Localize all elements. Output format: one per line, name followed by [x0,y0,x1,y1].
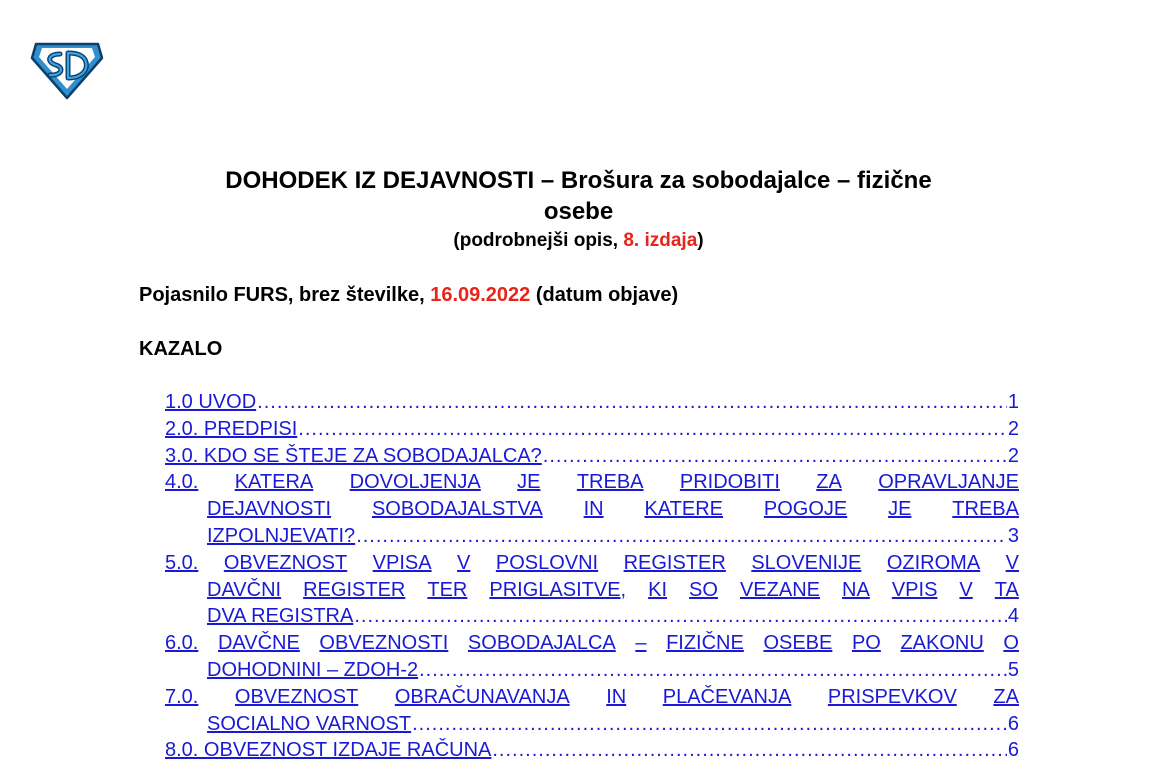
toc-word[interactable]: NA [842,578,870,601]
toc-word[interactable]: TA [994,578,1019,601]
toc-entry-2[interactable] [165,416,1019,443]
toc-word[interactable]: IN [606,685,627,708]
toc-entry-3[interactable] [165,443,1019,470]
toc-word[interactable]: ZAKONU [900,632,984,655]
toc-word[interactable]: VPISA [372,551,432,574]
toc-entry-7-page: 6 [1007,712,1019,735]
toc-entry-6-page: 5 [1007,658,1019,681]
toc-word[interactable]: VPIS [891,578,938,601]
toc-word[interactable]: 5.0. [165,551,199,574]
toc-leader-dots [257,389,1007,416]
toc-entry-8-page: 6 [1007,739,1019,762]
toc-word[interactable]: OBVEZNOSTI [319,632,449,655]
toc-word[interactable]: OBRAČUNAVANJA [394,685,570,708]
toc-entry-5-line-1[interactable] [165,550,1019,577]
toc-entry-8[interactable] [165,737,1019,764]
toc-word[interactable]: TREBA [576,471,644,494]
toc-word[interactable]: PLAČEVANJA [662,685,792,708]
title-line-1: DOHODEK IZ DEJAVNOSTI – Brošura za sobodajalce – fizične [225,167,932,194]
toc-word[interactable]: FIZIČNE [666,632,744,655]
toc-heading: KAZALO [139,338,223,360]
toc-entry-7-link[interactable]: SOCIALNO VARNOST [207,712,412,735]
toc-word[interactable]: ZA [993,685,1019,708]
toc-entry-4[interactable] [165,469,1019,549]
publication-date: 16.09.2022 [430,284,531,306]
toc-word[interactable]: JE [888,498,912,521]
toc-leader-dots [354,603,1007,630]
toc-entry-4-page: 3 [1007,524,1019,547]
toc-entry-4-line-2[interactable] [165,496,1019,523]
publication-prefix: Pojasnilo FURS, brez številke, [139,284,431,306]
toc-word[interactable]: SLOVENIJE [751,551,862,574]
toc-word[interactable]: ZA [816,471,842,494]
toc-word[interactable]: IN [583,498,604,521]
toc-entry-5-line-2[interactable] [165,577,1019,604]
toc-word[interactable]: TER [427,578,468,601]
toc-entry-6[interactable] [165,630,1019,684]
toc-word[interactable]: DOVOLJENJA [349,471,481,494]
toc-word[interactable]: POGOJE [763,498,848,521]
subtitle-close: ) [697,230,704,251]
toc-word[interactable]: V [959,578,973,601]
toc-entry-5-page: 4 [1007,605,1019,628]
toc-word[interactable]: OPRAVLJANJE [878,471,1019,494]
toc-word[interactable]: OBVEZNOST [234,685,359,708]
toc-entry-4-link[interactable]: IZPOLNJEVATI? [207,524,356,547]
publication-suffix: (datum objave) [530,284,679,306]
toc-entry-3-page: 2 [1007,444,1019,467]
toc-word[interactable]: V [1005,551,1019,574]
toc-word[interactable]: KI [648,578,668,601]
toc-entry-7[interactable] [165,684,1019,738]
toc-word[interactable]: TREBA [952,498,1019,521]
publication-info [139,282,678,308]
toc-word[interactable]: SO [689,578,718,601]
toc-entry-1-page: 1 [1007,391,1019,413]
toc-word[interactable]: SOBODAJALCA [467,632,616,655]
toc-word[interactable]: O [1003,632,1019,655]
toc-word[interactable]: 6.0. [165,632,199,655]
toc-word[interactable]: REGISTER [303,578,406,601]
toc-word[interactable]: KATERE [644,498,724,521]
toc-leader-dots [492,737,1007,764]
document-title [0,165,1157,227]
toc-entry-1[interactable] [165,389,1019,416]
subtitle-open: (podrobnejši opis, [453,230,624,251]
toc-word[interactable]: PRISPEVKOV [827,685,957,708]
toc-word[interactable]: POSLOVNI [495,551,599,574]
toc-leader-dots [419,657,1007,684]
toc-entry-7-line-1[interactable] [165,684,1019,711]
table-of-contents [165,389,1019,764]
toc-word[interactable]: VEZANE [739,578,820,601]
toc-word[interactable]: JE [517,471,541,494]
toc-entry-1-link[interactable]: 1.0 UVOD [165,391,257,413]
logo-image [30,40,104,100]
toc-word[interactable]: V [457,551,471,574]
toc-word[interactable]: 7.0. [165,685,199,708]
toc-word[interactable]: DEJAVNOSTI [207,498,332,521]
toc-leader-dots [543,443,1007,470]
toc-entry-6-link[interactable]: DOHODNINI – ZDOH-2 [207,658,419,681]
toc-word[interactable]: DAVČNE [217,632,300,655]
toc-entry-6-line-1[interactable] [165,630,1019,657]
toc-entry-5-link[interactable]: DVA REGISTRA [207,605,354,628]
toc-leader-dots [412,711,1007,738]
toc-entry-5[interactable] [165,550,1019,630]
toc-word[interactable]: OSEBE [763,632,833,655]
toc-entry-2-link[interactable]: 2.0. PREDPISI [165,417,298,440]
toc-word[interactable]: PRIDOBITI [679,471,780,494]
toc-word[interactable]: PO [851,632,881,655]
toc-word[interactable]: PRIGLASITVE, [489,578,627,601]
toc-entry-8-link[interactable]: 8.0. OBVEZNOST IZDAJE RAČUNA [165,739,492,762]
toc-leader-dots [298,416,1007,443]
toc-word[interactable]: DAVČNI [207,578,282,601]
edition-label: 8. izdaja [623,230,698,251]
toc-word[interactable]: OZIROMA [886,551,981,574]
title-line-2: osebe [543,198,614,225]
toc-entry-3-link[interactable]: 3.0. KDO SE ŠTEJE ZA SOBODAJALCA? [165,444,542,467]
toc-entry-2-page: 2 [1007,417,1019,440]
toc-word[interactable]: KATERA [234,471,314,494]
toc-word[interactable]: – [635,632,647,655]
toc-word[interactable]: REGISTER [623,551,726,574]
toc-word[interactable]: SOBODAJALSTVA [371,498,543,521]
toc-word[interactable]: 4.0. [165,471,199,494]
toc-word[interactable]: OBVEZNOST [223,551,348,574]
document-subtitle [0,229,1157,253]
toc-entry-4-line-1[interactable] [165,469,1019,496]
toc-leader-dots [356,523,1007,550]
